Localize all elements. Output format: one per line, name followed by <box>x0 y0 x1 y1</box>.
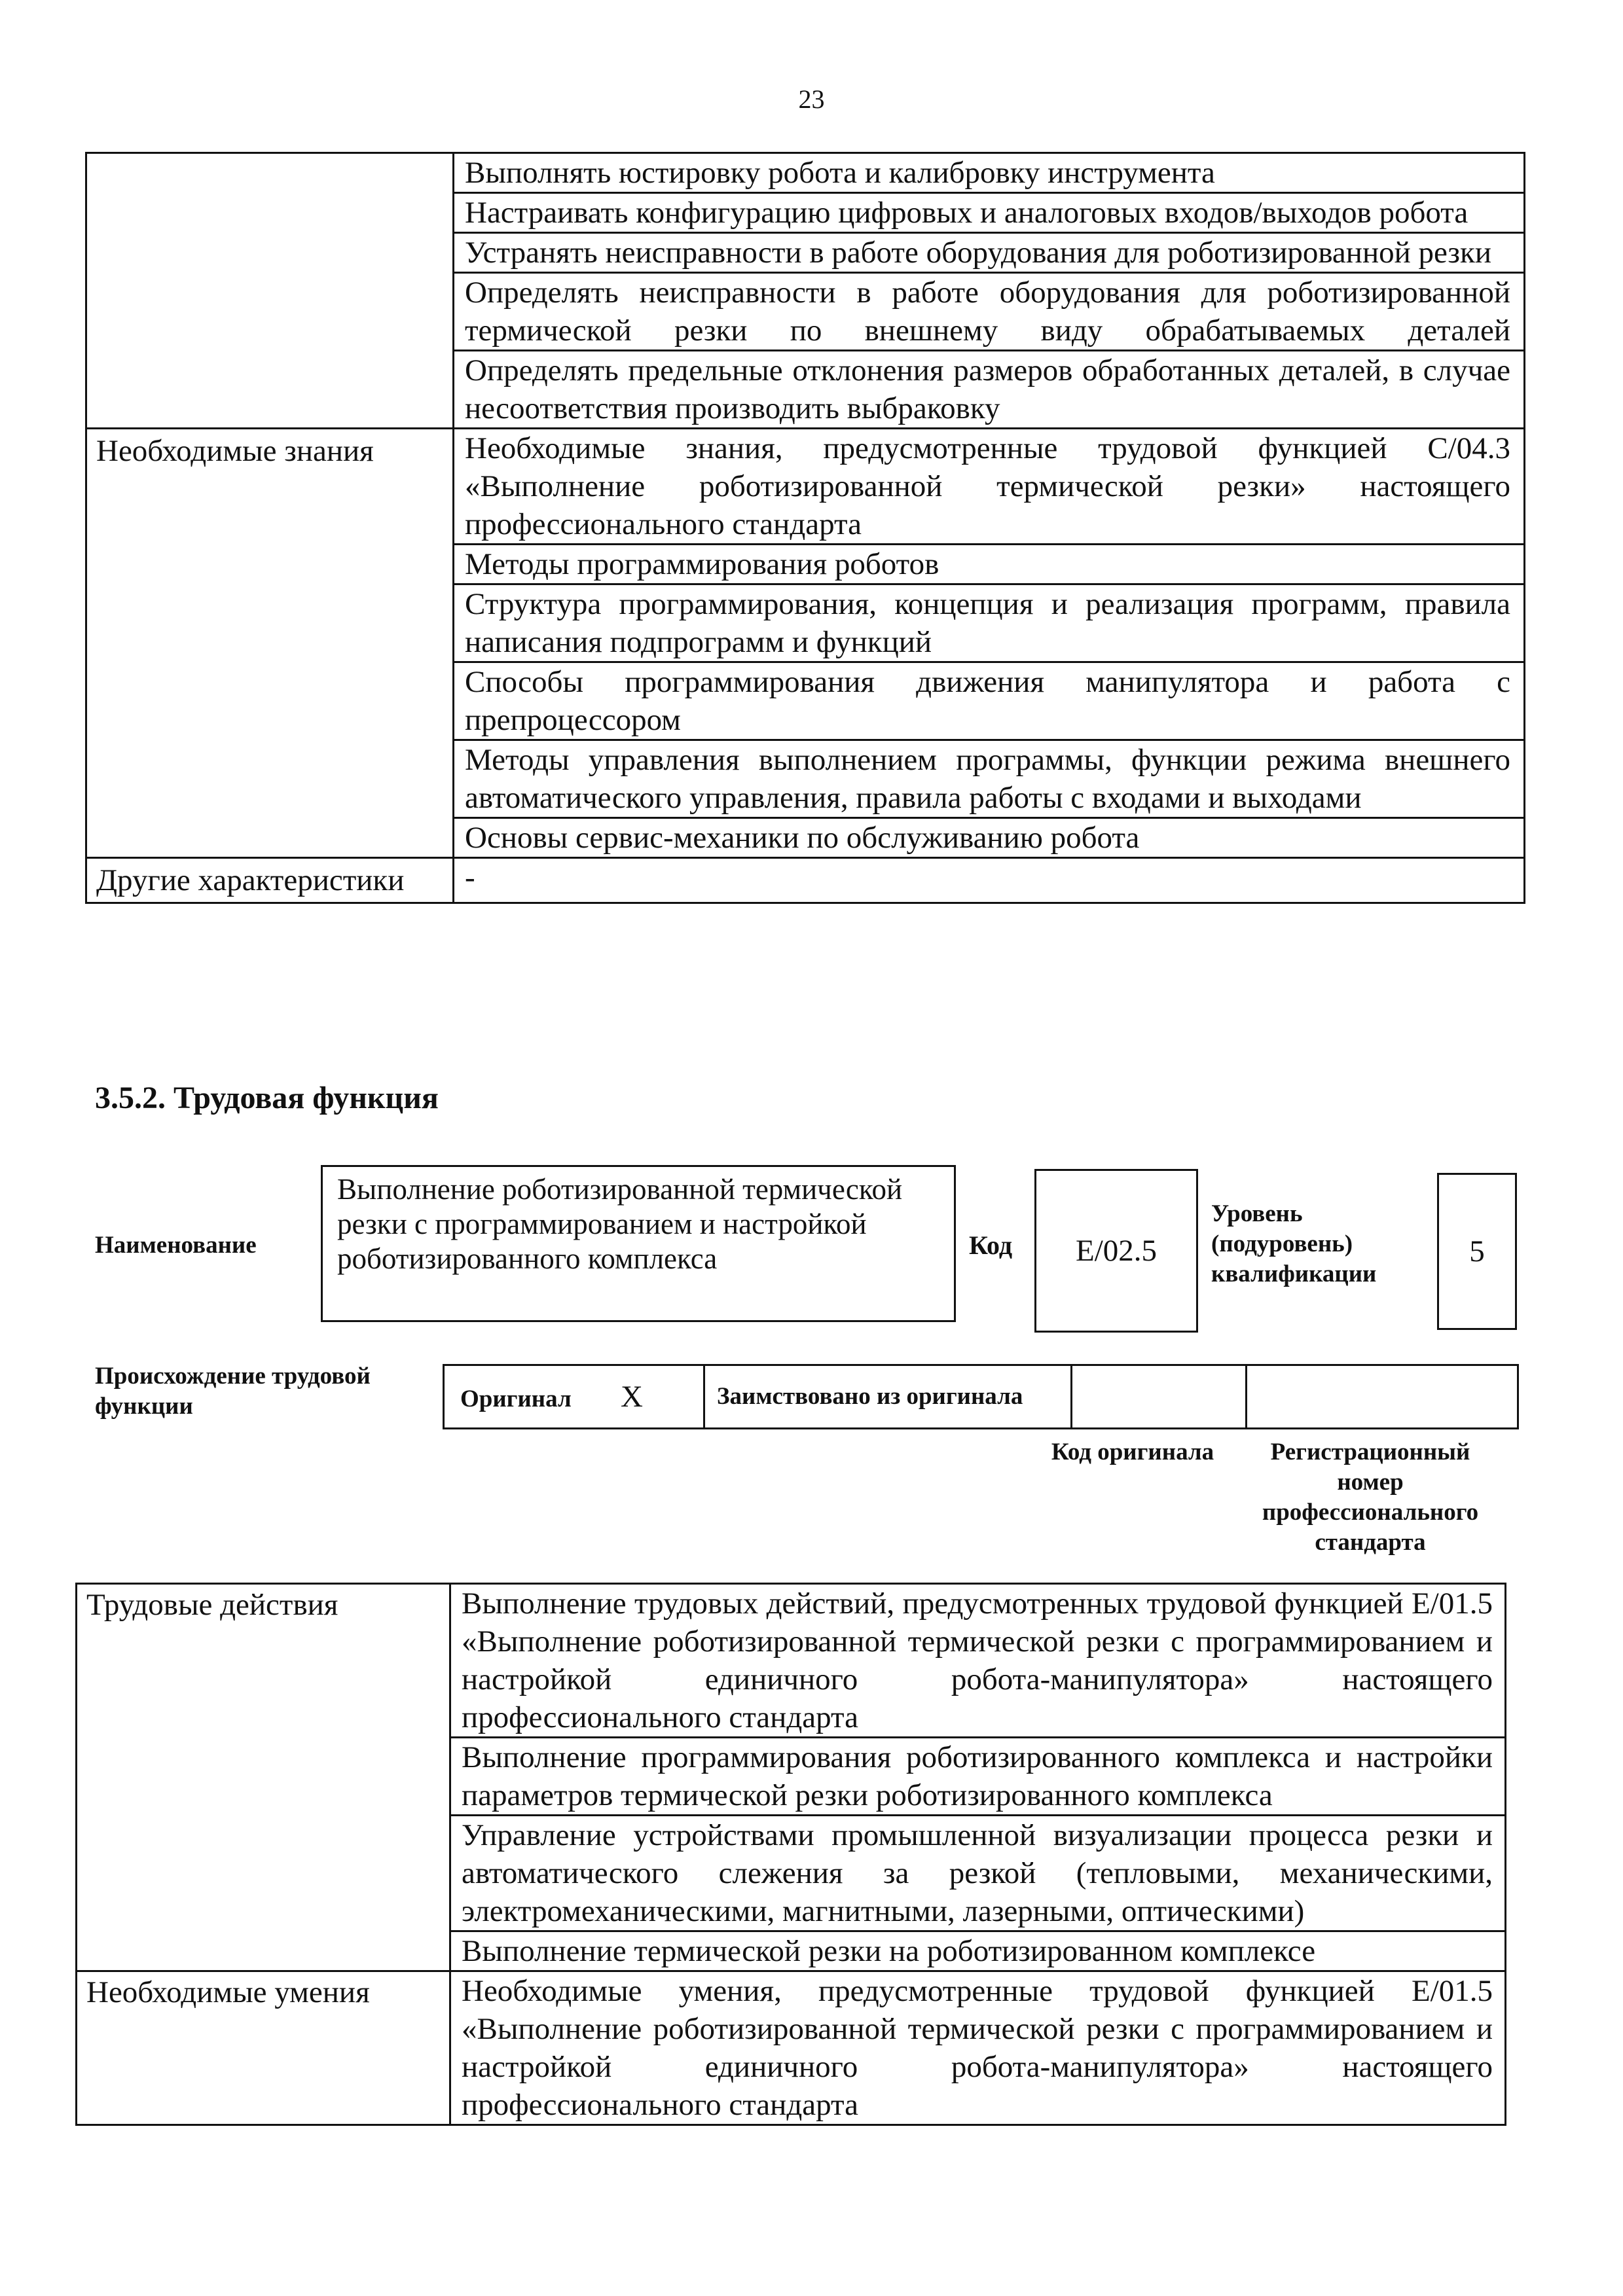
knowledge-row: Методы программирования роботов <box>454 545 1525 584</box>
origin-code-cell <box>1072 1365 1247 1429</box>
table-row <box>444 1365 1518 1429</box>
action-row: Выполнение программирования роботизированного комплекса и настройки параметров термической резки роботизированного комплекса <box>450 1738 1506 1816</box>
knowledge-row: Методы управления выполнением программы, функции режима внешнего автоматического управления, правила работы с входами и выходами <box>454 740 1525 818</box>
origin-label: Происхождение трудовой функции <box>95 1363 371 1420</box>
skill-row: Настраивать конфигурацию цифровых и аналоговых входов/выходов робота <box>454 193 1525 233</box>
skills-label: Необходимые умения <box>77 1971 450 2125</box>
other-characteristics-label: Другие характеристики <box>86 858 454 903</box>
origin-reg-number-cell <box>1247 1365 1518 1429</box>
skill-row: Определять неисправности в работе оборудования для роботизированной термической резки по внешнему виду обрабатываемых деталей <box>454 273 1525 351</box>
origin-table <box>443 1364 1519 1429</box>
actions-table <box>75 1583 1506 2126</box>
skills-label-cell <box>86 153 454 429</box>
original-code-caption: Код оригинала <box>1051 1439 1214 1465</box>
table-row <box>77 1971 1506 2125</box>
knowledge-row: Необходимые знания, предусмотренные трудовой функцией С/04.3 «Выполнение роботизированной термической резки» настоящего профессионального стандарта <box>454 429 1525 545</box>
knowledge-row: Структура программирования, концепция и реализация программ, правила написания подпрограмм и функций <box>454 584 1525 662</box>
skill-row: Определять предельные отклонения размеров обработанных деталей, в случае несоответствия производить выбраковку <box>454 351 1525 429</box>
table-row <box>77 1584 1506 1738</box>
skill-row: Необходимые умения, предусмотренные трудовой функцией E/01.5 «Выполнение роботизированной термической резки с программированием и настройкой единичного робота-манипулятора» настоящего профессионального стандарта <box>450 1971 1506 2125</box>
requirements-table <box>85 152 1525 904</box>
code-label: Код <box>969 1230 1013 1260</box>
page-number: 23 <box>798 84 825 114</box>
qualification-level-label: Уровень (подуровень) квалификации <box>1211 1200 1377 1287</box>
name-label: Наименование <box>95 1232 257 1259</box>
action-row: Выполнение трудовых действий, предусмотренных трудовой функцией E/01.5 «Выполнение роботизированной термической резки с программированием и настройкой единичного робота-манипулятора» настоящего профессионального стандарта <box>450 1584 1506 1738</box>
qualification-level-box: 5 <box>1437 1173 1517 1330</box>
table-row <box>86 429 1525 545</box>
knowledge-label: Необходимые знания <box>86 429 454 858</box>
function-code-box: E/02.5 <box>1034 1169 1198 1333</box>
actions-label: Трудовые действия <box>77 1584 450 1971</box>
borrowed-label: Заимствовано из оригинала <box>704 1365 1072 1429</box>
original-label: Оригинал <box>460 1386 572 1412</box>
table-row <box>86 858 1525 903</box>
registration-number-caption: Регистрационный номер профессионального стандарта <box>1262 1439 1479 1556</box>
original-mark: X <box>620 1380 643 1414</box>
knowledge-row: Основы сервис-механики по обслуживанию робота <box>454 818 1525 858</box>
skill-row: Устранять неисправности в работе оборудования для роботизированной резки <box>454 233 1525 273</box>
skill-row: Выполнять юстировку робота и калибровку инструмента <box>454 153 1525 193</box>
section-title: 3.5.2. Трудовая функция <box>95 1081 439 1115</box>
function-name-box: Выполнение роботизированной термической резки с программированием и настройкой роботизированного комплекса <box>321 1165 956 1322</box>
other-characteristics-value: - <box>454 858 1525 903</box>
knowledge-row: Способы программирования движения манипулятора и работа с препроцессором <box>454 662 1525 740</box>
action-row: Управление устройствами промышленной визуализации процесса резки и автоматического слежения за резкой (тепловыми, механическими, электромеханическими, магнитными, лазерными, оптическими) <box>450 1816 1506 1931</box>
action-row: Выполнение термической резки на роботизированном комплексе <box>450 1931 1506 1971</box>
table-row <box>86 153 1525 193</box>
origin-original-cell <box>444 1365 704 1429</box>
